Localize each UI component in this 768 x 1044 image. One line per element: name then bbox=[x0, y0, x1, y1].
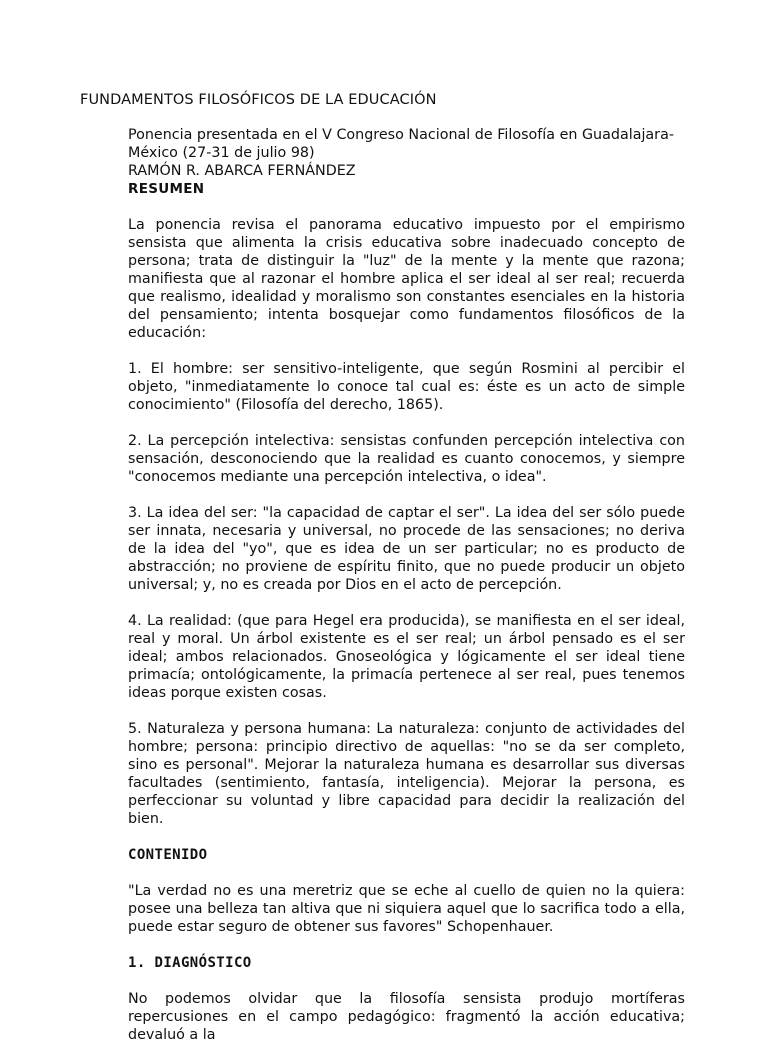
diagnostico-paragraph: No podemos olvidar que la filosofía sensista produjo mortíferas repercusiones en el campo pedagógico: fragmentó la acción educativa; devaluó a la bbox=[128, 991, 685, 1043]
schopenhauer-quote: "La verdad no es una meretriz que se eche al cuello de quien no la quiera: posee una belleza tan altiva que ni siquiera aquel que lo sacrifica todo a ella, puede estar seguro de obtener sus favores" Schopenhauer. bbox=[128, 883, 685, 935]
resumen-point-3: 3. La idea del ser: "la capacidad de captar el ser". La idea del ser sólo puede ser innata, necesaria y universal, no procede de las sensaciones; no deriva de la idea del "yo", que es idea de un ser particular; no es producto de abstracción; no proviene de espíritu finito, que no puede producir un objeto universal; y, no es creada por Dios en el acto de percepción. bbox=[128, 505, 685, 593]
resumen-point-1: 1. El hombre: ser sensitivo-inteligente, que según Rosmini al percibir el objeto, "inmediatamente lo conoce tal cual es: éste es un acto de simple conocimiento" (Filosofía del derecho, 1865). bbox=[128, 361, 685, 413]
resumen-point-4: 4. La realidad: (que para Hegel era producida), se manifiesta en el ser ideal, real y moral. Un árbol existente es el ser real; un árbol pensado es el ser ideal; ambos relacionados. Gnoseológica y lógicamente el ser ideal tiene primacía; ontológicamente, la primacía pertenece al ser real, pues tenemos ideas porque existen cosas. bbox=[128, 613, 685, 701]
document-title: FUNDAMENTOS FILOSÓFICOS DE LA EDUCACIÓN bbox=[80, 92, 437, 108]
section-diagnostico-heading: 1. DIAGNÓSTICO bbox=[128, 955, 252, 971]
resumen-paragraph: La ponencia revisa el panorama educativo impuesto por el empirismo sensista que alimenta la crisis educativa sobre inadecuado concepto de persona; trata de distinguir la "luz" de la mente y la mente que razona; manifiesta que al razonar el hombre aplica el ser ideal al ser real; recuerda que realismo, idealidad y moralismo son constantes esenciales en la historia del pensamiento; intenta bosquejar como fundamentos filosóficos de la educación: bbox=[128, 217, 685, 341]
contenido-heading: CONTENIDO bbox=[128, 847, 208, 863]
resumen-heading: RESUMEN bbox=[128, 181, 205, 197]
author-name: RAMÓN R. ABARCA FERNÁNDEZ bbox=[128, 163, 356, 179]
resumen-point-2: 2. La percepción intelectiva: sensistas confunden percepción intelectiva con sensación, desconociendo que la realidad es cuanto conocemos, y siempre "conocemos mediante una percepción intelectiva, o idea". bbox=[128, 433, 685, 485]
intro-line: Ponencia presentada en el V Congreso Nacional de Filosofía en Guadalajara-México (27-31 de julio 98) bbox=[128, 127, 674, 161]
resumen-point-5: 5. Naturaleza y persona humana: La naturaleza: conjunto de actividades del hombre; persona: principio directivo de aquellas: "no se da ser completo, sino es personal". Mejorar la naturaleza humana es desarrollar sus diversas facultades (sentimiento, fantasía, inteligencia). Mejorar la persona, es perfeccionar su voluntad y libre capacidad para decidir la realización del bien. bbox=[128, 721, 685, 827]
document-body bbox=[128, 126, 685, 1044]
